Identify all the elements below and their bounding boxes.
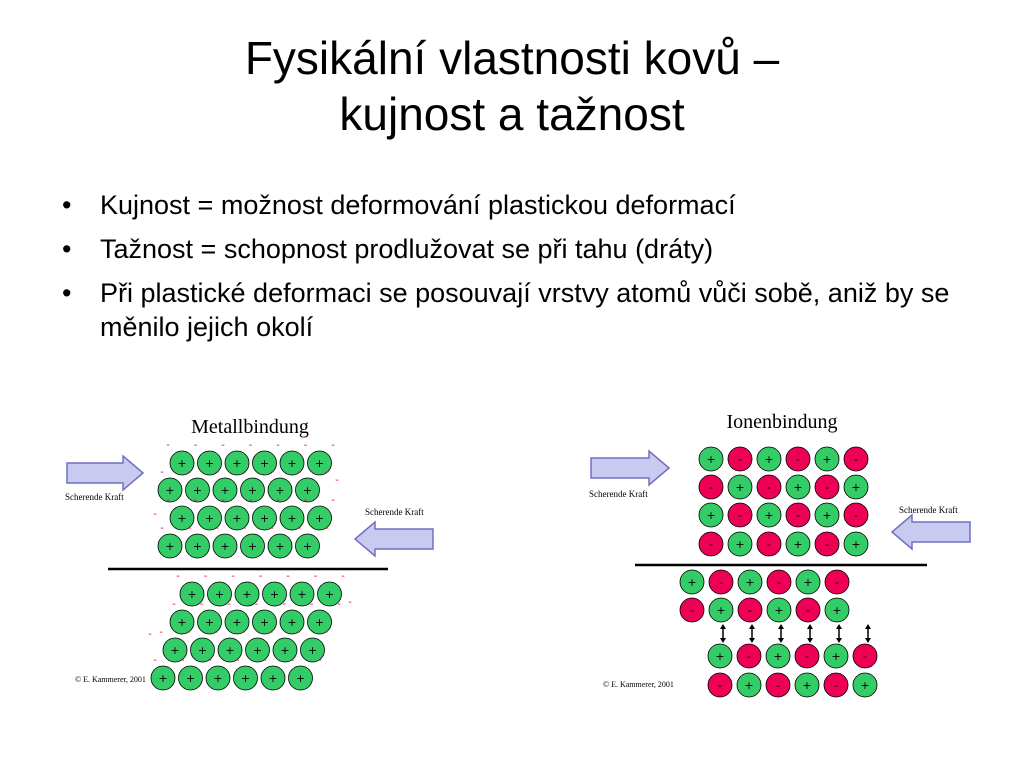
svg-text:+: + [242, 588, 252, 601]
metal-cation [225, 610, 249, 634]
electron-mark: - [215, 467, 219, 478]
svg-text:-: - [777, 576, 781, 589]
svg-text:-: - [748, 604, 752, 617]
anion [699, 532, 723, 556]
metal-diagram-title: Metallbindung [191, 416, 309, 438]
cation [728, 532, 752, 556]
electron-mark: - [276, 440, 280, 451]
svg-text:+: + [232, 512, 242, 525]
svg-text:+: + [187, 588, 197, 601]
metal-cation [241, 478, 265, 502]
repulsion-arrow [749, 624, 755, 643]
metal-cation [296, 478, 320, 502]
svg-text:+: + [213, 672, 223, 685]
svg-text:+: + [204, 616, 215, 629]
electron-mark: - [242, 523, 247, 534]
cation [738, 570, 762, 594]
cation [699, 503, 723, 527]
copyright-text: © E. Kammerer, 2001 [603, 680, 674, 689]
repulsion-arrow [865, 624, 871, 643]
svg-text:+: + [773, 650, 783, 663]
force-label-left: Scherende Kraft [65, 492, 124, 502]
electron-mark: - [203, 571, 208, 582]
bullet-text: Při plastické deformaci se posouvají vrstvy atomů vůči sobě, aniž by se měnilo jejich okolí [100, 278, 950, 342]
svg-text:+: + [324, 588, 335, 601]
bullet-item [62, 188, 962, 222]
metal-atom-layers [148, 440, 352, 690]
svg-text:-: - [834, 679, 838, 692]
repulsion-arrow [836, 624, 842, 643]
metal-cation [186, 478, 210, 502]
electron-mark: - [297, 467, 302, 478]
electron-mark: - [325, 523, 329, 534]
electron-mark: - [282, 599, 286, 610]
electron-mark: - [269, 627, 273, 638]
electron-mark: - [215, 523, 219, 534]
metal-cation [213, 478, 237, 502]
svg-text:+: + [170, 644, 180, 657]
electron-mark: - [242, 467, 247, 478]
electron-mark: - [241, 627, 246, 638]
ion-layers [680, 447, 877, 697]
svg-text:-: - [747, 650, 751, 663]
svg-text:+: + [851, 481, 861, 494]
metal-cation [308, 610, 332, 634]
metal-cation [151, 666, 175, 690]
svg-text:+: + [764, 509, 774, 522]
metal-cation [198, 610, 222, 634]
svg-text:+: + [764, 453, 774, 466]
svg-text:+: + [860, 679, 870, 692]
svg-text:+: + [185, 672, 196, 685]
svg-text:+: + [802, 679, 812, 692]
svg-text:+: + [831, 650, 841, 663]
bullet-dot: • [62, 234, 72, 264]
svg-text:+: + [822, 509, 832, 522]
electron-mark: - [258, 571, 263, 582]
svg-text:+: + [259, 616, 270, 629]
cation [786, 475, 810, 499]
metal-cation [261, 666, 285, 690]
anion [767, 570, 791, 594]
svg-text:-: - [806, 604, 810, 617]
electron-mark: - [303, 495, 308, 506]
bullet-item [62, 276, 962, 344]
anion [844, 447, 868, 471]
svg-text:+: + [803, 576, 813, 589]
svg-text:+: + [204, 457, 215, 470]
metal-cation [289, 666, 313, 690]
cation [825, 598, 849, 622]
electron-mark: - [187, 467, 192, 478]
cation [844, 532, 868, 556]
cation [767, 598, 791, 622]
bullet-dot: • [62, 190, 72, 220]
anion [766, 673, 790, 697]
svg-text:+: + [232, 457, 242, 470]
bullet-item [62, 232, 962, 266]
anion [815, 475, 839, 499]
electron-mark: - [176, 571, 180, 582]
electron-mark: - [227, 599, 231, 610]
anion [728, 503, 752, 527]
cation [844, 475, 868, 499]
svg-text:+: + [220, 540, 230, 553]
svg-text:+: + [225, 644, 235, 657]
electron-mark: - [193, 440, 198, 451]
electron-mark: - [286, 571, 290, 582]
electron-mark: - [193, 495, 198, 506]
electron-mark: - [166, 440, 170, 451]
metal-cation [158, 478, 182, 502]
cation [757, 447, 781, 471]
svg-text:+: + [774, 604, 784, 617]
electron-mark: - [180, 655, 185, 666]
svg-text:+: + [706, 509, 716, 522]
force-label-left: Scherende Kraft [589, 489, 648, 499]
anion [738, 598, 762, 622]
anion [853, 644, 877, 668]
electron-mark: - [148, 629, 152, 640]
metal-cation [268, 534, 292, 558]
anion [757, 532, 781, 556]
electron-mark: - [153, 655, 157, 666]
anion [786, 447, 810, 471]
electron-mark: - [297, 523, 302, 534]
metal-cation [170, 610, 194, 634]
cation [853, 673, 877, 697]
electron-mark: - [248, 440, 253, 451]
metal-bond-figure [55, 405, 455, 705]
force-label-right: Scherende Kraft [365, 507, 424, 517]
electron-mark: - [276, 495, 280, 506]
svg-text:+: + [314, 512, 325, 525]
shear-force-arrow-right [67, 456, 143, 490]
svg-text:-: - [709, 481, 713, 494]
svg-text:+: + [177, 512, 187, 525]
svg-text:-: - [690, 604, 694, 617]
svg-text:+: + [232, 616, 242, 629]
svg-text:+: + [268, 672, 278, 685]
electron-mark: - [214, 627, 218, 638]
title-line-1: Fysikální vlastnosti kovů – [244, 32, 780, 84]
electron-mark: - [187, 523, 192, 534]
svg-text:-: - [719, 576, 723, 589]
anion [824, 673, 848, 697]
cation [795, 673, 819, 697]
anion [728, 447, 752, 471]
shear-force-arrow-right [591, 451, 669, 485]
electron-mark: - [337, 599, 341, 610]
svg-text:+: + [192, 484, 203, 497]
metal-cation [179, 666, 203, 690]
anion [795, 644, 819, 668]
electron-mark: - [331, 440, 335, 451]
electron-mark: - [235, 655, 240, 666]
cation [757, 503, 781, 527]
svg-text:+: + [269, 588, 280, 601]
cation [728, 475, 752, 499]
cation [680, 570, 704, 594]
electron-mark: - [231, 571, 235, 582]
svg-text:+: + [177, 457, 187, 470]
electron-mark: - [160, 523, 164, 534]
svg-text:+: + [735, 481, 745, 494]
anion [815, 532, 839, 556]
electron-mark: - [199, 599, 204, 610]
electron-mark: - [318, 655, 322, 666]
svg-text:+: + [259, 512, 270, 525]
svg-text:+: + [252, 644, 263, 657]
electron-mark: - [331, 495, 335, 506]
metal-cation [186, 534, 210, 558]
anion [709, 570, 733, 594]
repulsion-arrow [807, 624, 813, 643]
electron-mark: - [325, 467, 329, 478]
bullet-text: Tažnost = schopnost prodlužovat se při tahu (dráty) [100, 234, 714, 264]
electron-mark: - [290, 655, 295, 666]
svg-text:+: + [287, 616, 297, 629]
repulsion-arrow [720, 624, 726, 643]
svg-text:+: + [220, 484, 230, 497]
ion-bond-diagram [585, 405, 985, 705]
anion [844, 503, 868, 527]
svg-text:+: + [192, 540, 203, 553]
svg-text:+: + [822, 453, 832, 466]
svg-text:-: - [854, 509, 858, 522]
svg-text:+: + [744, 679, 754, 692]
anion [699, 475, 723, 499]
electron-mark: - [160, 467, 164, 478]
svg-text:+: + [314, 457, 325, 470]
cation [737, 673, 761, 697]
anion [708, 673, 732, 697]
cation [786, 532, 810, 556]
metal-cation [268, 478, 292, 502]
metal-cation [158, 534, 182, 558]
svg-text:+: + [295, 672, 306, 685]
svg-text:-: - [805, 650, 809, 663]
electron-mark: - [172, 599, 176, 610]
svg-text:+: + [287, 457, 297, 470]
svg-text:+: + [214, 588, 225, 601]
svg-text:+: + [204, 512, 215, 525]
svg-text:-: - [738, 509, 742, 522]
ion-diagram-title: Ionenbindung [726, 411, 838, 433]
svg-text:+: + [197, 644, 208, 657]
svg-text:+: + [745, 576, 755, 589]
electron-mark: - [263, 655, 267, 666]
svg-text:+: + [715, 650, 725, 663]
metal-cation [234, 666, 258, 690]
bullet-dot: • [62, 278, 72, 308]
svg-text:+: + [793, 538, 803, 551]
svg-text:+: + [247, 540, 258, 553]
metal-bond-diagram [55, 405, 455, 705]
anion [825, 570, 849, 594]
svg-text:-: - [709, 538, 713, 551]
cation [796, 570, 820, 594]
svg-text:+: + [280, 644, 290, 657]
bullet-list [62, 188, 962, 354]
anion [796, 598, 820, 622]
svg-text:+: + [275, 484, 285, 497]
cation [699, 447, 723, 471]
cation [766, 644, 790, 668]
shear-force-arrow-left [892, 515, 970, 549]
svg-text:+: + [165, 484, 175, 497]
svg-text:+: + [302, 540, 313, 553]
electron-mark: - [348, 597, 352, 608]
electron-mark: - [270, 467, 274, 478]
svg-text:+: + [687, 576, 697, 589]
svg-text:-: - [863, 650, 867, 663]
electron-mark: - [153, 509, 157, 520]
electron-mark: - [303, 440, 308, 451]
svg-text:+: + [314, 616, 325, 629]
electron-mark: - [313, 571, 318, 582]
svg-text:+: + [247, 484, 258, 497]
svg-text:+: + [832, 604, 842, 617]
metal-cation [253, 610, 277, 634]
metal-cation [206, 666, 230, 690]
svg-text:-: - [767, 538, 771, 551]
electron-mark: - [248, 495, 253, 506]
svg-text:+: + [793, 481, 803, 494]
bullet-text: Kujnost = možnost deformování plastickou deformací [100, 190, 736, 220]
electron-mark: - [254, 599, 259, 610]
svg-text:+: + [297, 588, 307, 601]
svg-text:+: + [851, 538, 861, 551]
cation [824, 644, 848, 668]
metal-cation [213, 534, 237, 558]
cation [708, 644, 732, 668]
svg-text:-: - [718, 679, 722, 692]
cation [815, 447, 839, 471]
electron-mark: - [341, 571, 345, 582]
svg-text:+: + [177, 616, 187, 629]
cation [815, 503, 839, 527]
metal-cation [280, 610, 304, 634]
shear-force-arrow-left [355, 522, 433, 556]
electron-mark: - [159, 627, 163, 638]
svg-text:+: + [706, 453, 716, 466]
anion [737, 644, 761, 668]
svg-text:-: - [835, 576, 839, 589]
svg-text:+: + [158, 672, 168, 685]
electron-mark: - [296, 627, 301, 638]
svg-text:+: + [302, 484, 313, 497]
metal-cation [241, 534, 265, 558]
svg-text:+: + [240, 672, 251, 685]
electron-mark: - [309, 599, 314, 610]
svg-text:-: - [854, 453, 858, 466]
force-label-right: Scherende Kraft [899, 505, 958, 515]
svg-text:-: - [796, 453, 800, 466]
electron-mark: - [221, 440, 225, 451]
svg-text:-: - [767, 481, 771, 494]
svg-text:-: - [796, 509, 800, 522]
svg-text:+: + [287, 512, 297, 525]
svg-text:-: - [825, 481, 829, 494]
svg-text:+: + [165, 540, 175, 553]
metal-cation [296, 534, 320, 558]
svg-text:-: - [825, 538, 829, 551]
title-line-2: kujnost a tažnost [339, 88, 685, 140]
electron-mark: - [166, 495, 170, 506]
electron-mark: - [324, 627, 328, 638]
electron-mark: - [270, 523, 274, 534]
electron-mark: - [208, 655, 212, 666]
electron-mark: - [221, 495, 225, 506]
cation [709, 598, 733, 622]
anion [680, 598, 704, 622]
svg-text:+: + [735, 538, 745, 551]
repulsion-arrow [778, 624, 784, 643]
electron-mark: - [186, 627, 191, 638]
svg-text:+: + [275, 540, 285, 553]
svg-text:+: + [259, 457, 270, 470]
slide-title [0, 30, 1024, 142]
svg-text:+: + [716, 604, 726, 617]
copyright-text: © E. Kammerer, 2001 [75, 675, 146, 684]
svg-text:-: - [738, 453, 742, 466]
svg-text:-: - [776, 679, 780, 692]
electron-mark: - [335, 475, 339, 486]
ion-bond-figure [585, 405, 985, 705]
svg-text:+: + [307, 644, 318, 657]
anion [786, 503, 810, 527]
anion [757, 475, 781, 499]
